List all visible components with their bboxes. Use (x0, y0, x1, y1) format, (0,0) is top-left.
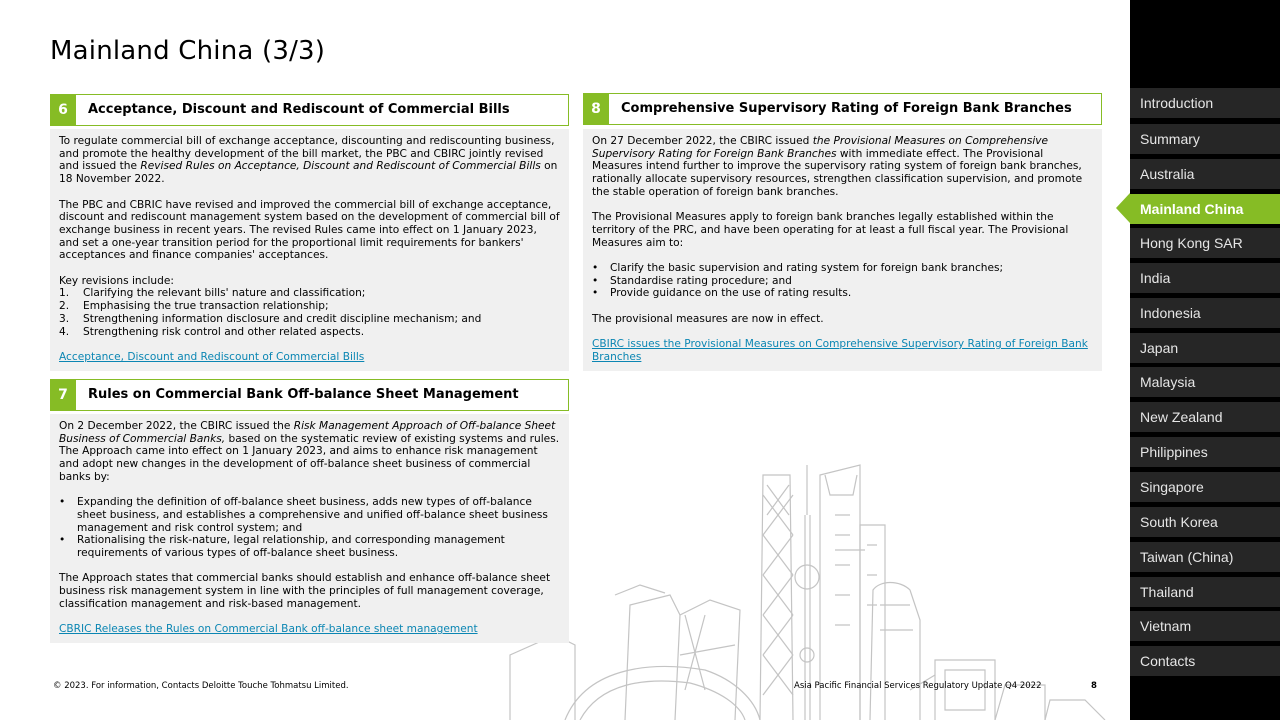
section-8-bullet-list (592, 262, 1093, 300)
section-6-intro: To regulate commercial bill of exchange acceptance, discounting and rediscounting business, and promote the healthy development of the bill market, the PBC and CBIRC jointly revised and issued the Revised Rules on Acceptance, Discount and Rediscount of Commercial Bills on 18 November 2022. (59, 135, 558, 186)
list-item: 3. Strengthening information disclosure and credit discipline mechanism; and (59, 312, 482, 325)
section-8-content (583, 129, 1102, 371)
sidebar-item-singapore[interactable]: Singapore (1130, 472, 1280, 502)
section-6-paragraph: The PBC and CBRIC have revised and improved the commercial bill of exchange acceptance, discount and rediscount management system based on the development of commercial bill of exchange business in recent years. The revised Rules came into effect on 1 January 2023, and set a one-year transition period for the proportional limit requirements for bankers' acceptances and finance companies' acceptances. (59, 198, 560, 262)
sidebar-item-contacts[interactable]: Contacts (1130, 646, 1280, 676)
section-number-badge: 7 (50, 379, 76, 411)
sidebar-item-japan[interactable]: Japan (1130, 333, 1280, 363)
list-item: • Provide guidance on the use of rating results. (592, 287, 852, 300)
section-title: Acceptance, Discount and Rediscount of Commercial Bills (88, 102, 510, 117)
section-7-intro: On 2 December 2022, the CBIRC issued the Risk Management Approach of Off-balance Sheet Business of Commercial Banks, based on the systematic review of existing systems and rules. The Approach came into effect on 1 January 2023, and aims to enhance risk management and adopt new changes in the development of off-balance sheet business of commercial banks by: (59, 420, 560, 483)
sidebar-item-indonesia[interactable]: Indonesia (1130, 298, 1280, 328)
list-item: 1. Clarifying the relevant bills' nature and classification; (59, 287, 366, 300)
section-6-revisions-list (59, 287, 560, 338)
sidebar-item-introduction[interactable]: Introduction (1130, 88, 1280, 118)
section-number-badge: 6 (50, 94, 76, 126)
section-7-content (50, 414, 569, 643)
page-title: Mainland China (3/3) (50, 36, 326, 66)
sidebar-item-vietnam[interactable]: Vietnam (1130, 611, 1280, 641)
sidebar-item-india[interactable]: India (1130, 263, 1280, 293)
list-item: • Expanding the definition of off-balance sheet business, adds new types of off-balance sheet business, and establishes a comprehensive and unified off-balance sheet business management and risk control system; and (59, 496, 548, 534)
section-6-header (50, 94, 569, 126)
section-8-paragraph: The Provisional Measures apply to foreign bank branches legally established within the territory of the PRC, and have been operating for at least a full fiscal year. The Provisional Measures aim to: (592, 211, 1069, 249)
sidebar-item-malaysia[interactable]: Malaysia (1130, 367, 1280, 397)
sidebar-item-taiwan-china[interactable]: Taiwan (China) (1130, 542, 1280, 572)
section-8-link[interactable]: CBIRC issues the Provisional Measures on Comprehensive Supervisory Rating of Foreign Bank Branches (592, 338, 1088, 363)
sidebar-item-hong-kong-sar[interactable]: Hong Kong SAR (1130, 228, 1280, 258)
section-7-header (50, 379, 569, 411)
section-6-link[interactable]: Acceptance, Discount and Rediscount of Commercial Bills (59, 350, 365, 363)
sidebar-item-mainland-china[interactable]: Mainland China (1130, 194, 1280, 224)
page-number: 8 (1091, 681, 1097, 691)
active-nav-pointer (1116, 193, 1130, 223)
sidebar-item-australia[interactable]: Australia (1130, 159, 1280, 189)
list-item: • Standardise rating procedure; and (592, 274, 792, 287)
section-8-header (583, 93, 1102, 125)
footer-copyright: © 2023. For information, Contacts Deloitte Touche Tohmatsu Limited. (53, 681, 349, 691)
list-item: • Clarify the basic supervision and rating system for foreign bank branches; (592, 262, 1004, 274)
sidebar-item-thailand[interactable]: Thailand (1130, 577, 1280, 607)
list-item: • Rationalising the risk-nature, legal relationship, and corresponding management requirements of various types of off-balance sheet business. (59, 534, 505, 560)
section-title: Comprehensive Supervisory Rating of Foreign Bank Branches (621, 101, 1072, 116)
sidebar-item-south-korea[interactable]: South Korea (1130, 507, 1280, 537)
sidebar-item-new-zealand[interactable]: New Zealand (1130, 402, 1280, 432)
section-6-list-intro: Key revisions include: (59, 274, 174, 287)
section-7-link[interactable]: CBRIC Releases the Rules on Commercial Bank off-balance sheet management (59, 623, 478, 636)
section-6-content (50, 129, 569, 371)
section-title: Rules on Commercial Bank Off-balance Sheet Management (88, 387, 519, 402)
section-8-intro: On 27 December 2022, the CBIRC issued the Provisional Measures on Comprehensive Supervisory Rating for Foreign Bank Branches with immediate effect. The Provisional Measures intend further to improve the supervisory rating system of foreign bank branches, rationally allocate supervisory resources, strengthen classification supervision, and promote the stable operation of foreign bank branches. (592, 135, 1083, 198)
section-number-badge: 8 (583, 93, 609, 125)
list-item: 2. Emphasising the true transaction relationship; (59, 300, 329, 313)
sidebar-item-philippines[interactable]: Philippines (1130, 437, 1280, 467)
section-8-status: The provisional measures are now in effect. (592, 312, 824, 325)
list-item: 4. Strengthening risk control and other related aspects. (59, 325, 365, 338)
section-7-paragraph: The Approach states that commercial banks should establish and enhance off-balance sheet business risk management system in line with the principles of full management coverage, classification management and risk-based management. (59, 572, 551, 610)
footer-publication: Asia Pacific Financial Services Regulatory Update Q4 2022 (794, 681, 1042, 691)
section-7-bullet-list (59, 496, 560, 560)
sidebar-item-summary[interactable]: Summary (1130, 124, 1280, 154)
